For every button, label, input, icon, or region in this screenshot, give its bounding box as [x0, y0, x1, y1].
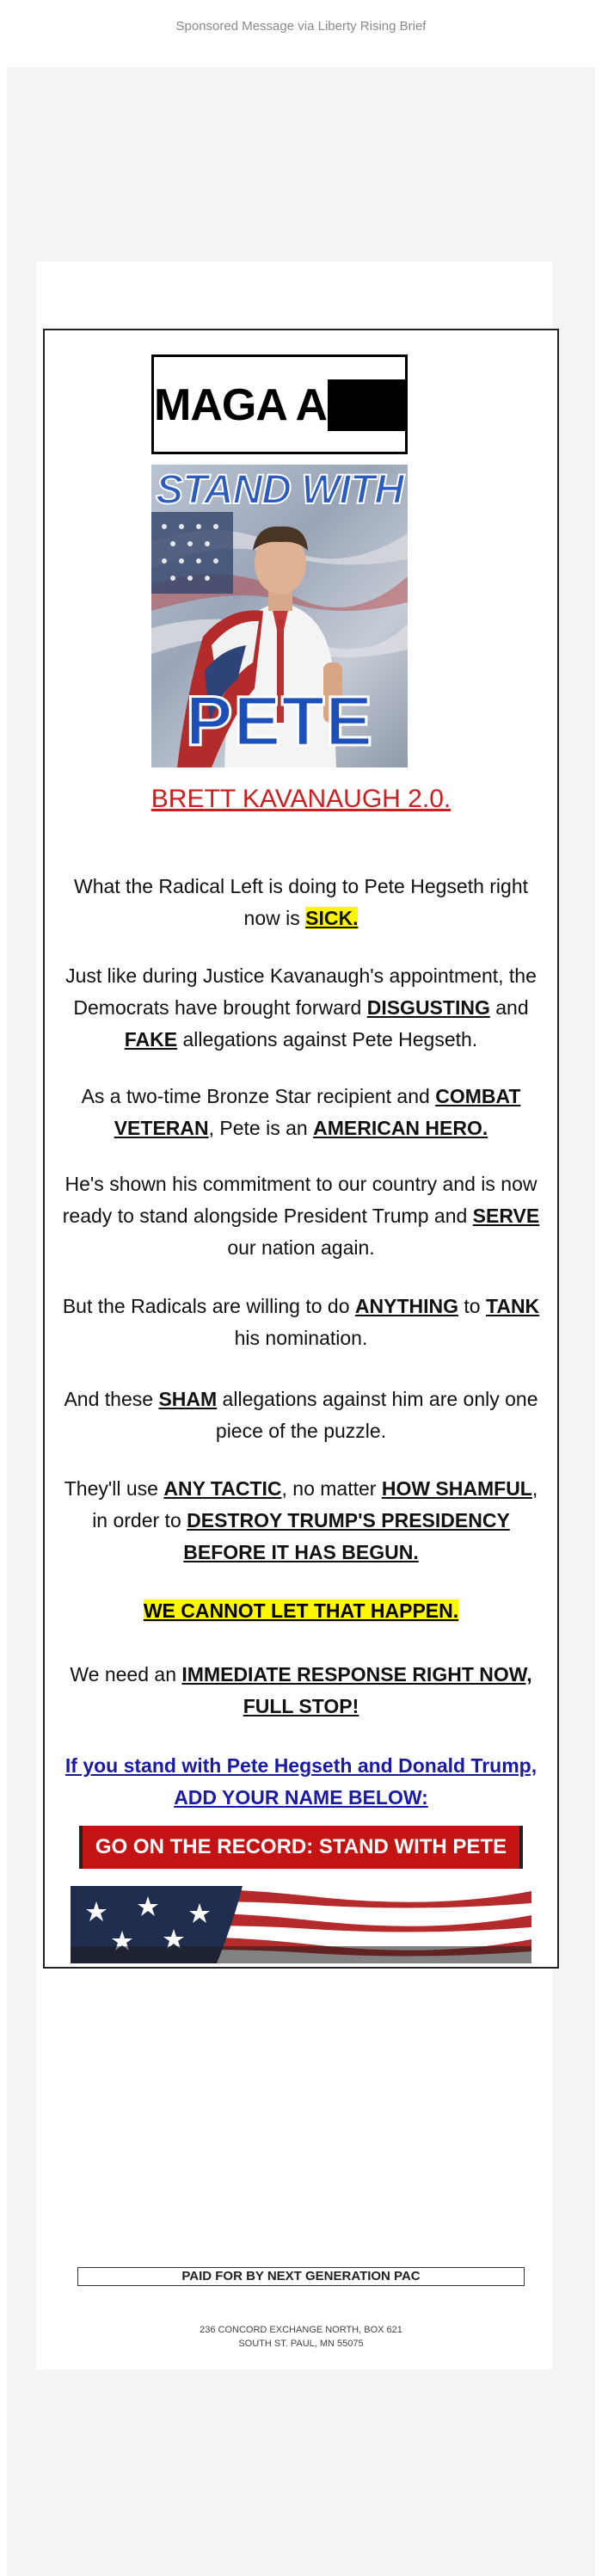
mailing-address — [0, 2323, 602, 2351]
hero-bottom-text: PETE — [185, 682, 374, 761]
email-content — [43, 329, 559, 1969]
address-line-2: SOUTH ST. PAUL, MN 55075 — [238, 2339, 364, 2349]
warning-callout: WE CANNOT LET THAT HAPPEN. — [143, 1599, 459, 1622]
paragraph-6: And these SHAM allegations against him are only one piece of the puzzle. — [64, 1388, 538, 1442]
paragraph-8: We need an IMMEDIATE RESPONSE RIGHT NOW, FULL STOP! — [70, 1663, 532, 1717]
hero-top-text: STAND WITH — [156, 467, 403, 513]
paid-for-disclaimer: PAID FOR BY NEXT GENERATION PAC — [77, 2267, 525, 2286]
flag-banner-image[interactable] — [71, 1886, 531, 1963]
address-line-1: 236 CONCORD EXCHANGE NORTH, BOX 621 — [200, 2325, 402, 2335]
email-card-bottom — [36, 1905, 552, 2370]
paragraph-3: As a two-time Bronze Star recipient and COMBAT VETERAN, Pete is an AMERICAN HERO. — [81, 1085, 521, 1139]
headline: BRETT KAVANAUGH 2.0. — [150, 785, 452, 813]
logo-text: MAGA A — [154, 380, 328, 430]
paragraph-4: He's shown his commitment to our country and is now ready to stand alongside President Trump and SERVE our nation again. — [62, 1173, 540, 1259]
paragraph-1: What the Radical Left is doing to Pete Hegseth right now is SICK. — [73, 875, 529, 929]
paragraph-7: They'll use ANY TACTIC, no matter HOW SHAMFUL, in order to DESTROY TRUMP'S PRESIDENCY BEFORE IT HAS BEGUN. — [64, 1477, 538, 1563]
logo-redaction-block — [328, 379, 407, 431]
paragraph-5: But the Radicals are willing to do ANYTHING to TANK his nomination. — [62, 1295, 540, 1349]
flag-banner-art — [71, 1886, 531, 1963]
stand-with-pete-button[interactable]: GO ON THE RECORD: STAND WITH PETE — [79, 1826, 523, 1869]
hero-image[interactable] — [151, 465, 408, 767]
maga-logo — [151, 354, 408, 454]
add-your-name-link[interactable]: If you stand with Pete Hegseth and Donald Trump, ADD YOUR NAME BELOW: — [64, 1754, 538, 1809]
paragraph-2: Just like during Justice Kavanaugh's appointment, the Democrats have brought forward DISGUSTING and FAKE allegations against Pete Hegseth. — [65, 964, 537, 1051]
preheader-text: Sponsored Message via Liberty Rising Brief — [175, 19, 427, 34]
